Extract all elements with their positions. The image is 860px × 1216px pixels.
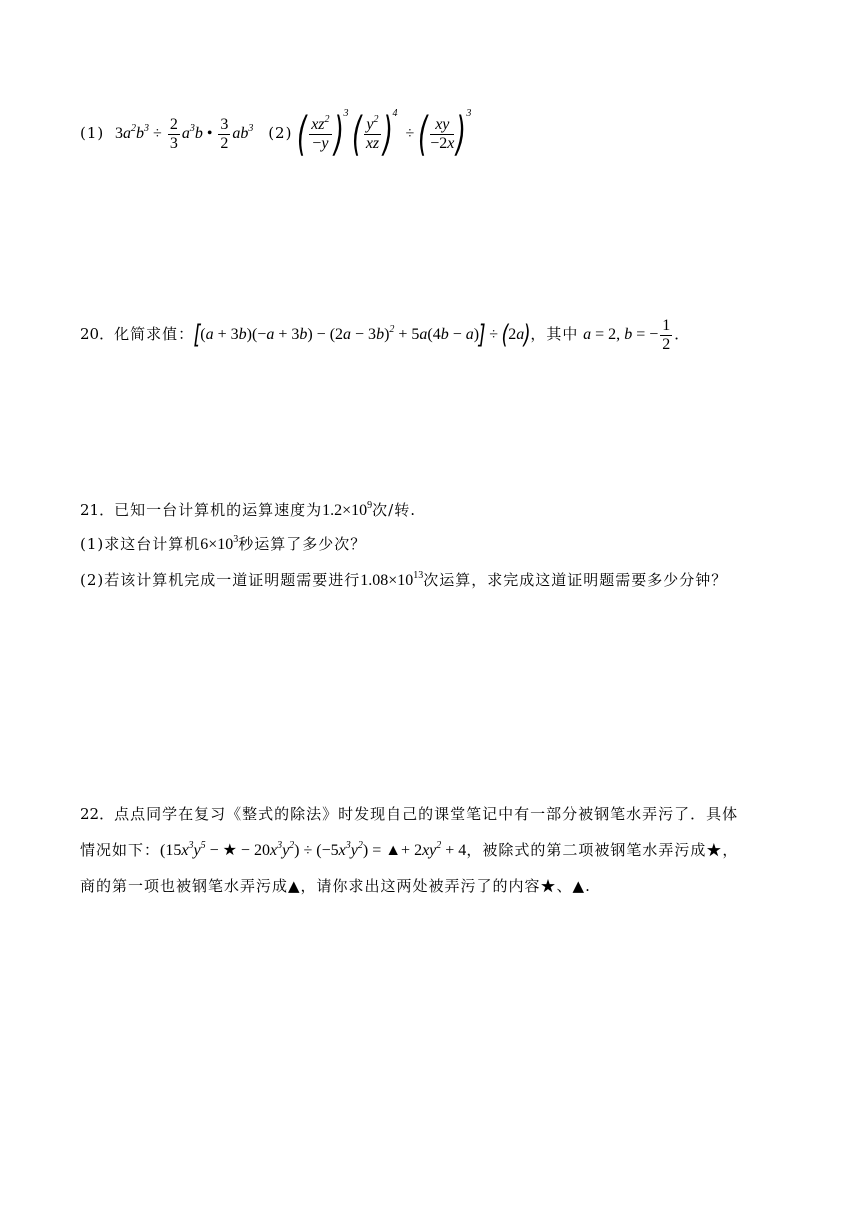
expression-1: $3a^2b^3$ ÷ $\frac{2}{3}$ $a^3b$ • $\frac{3}{2}$ $ab^3$ [115,115,254,152]
problem-20-expression: $[(a + 3b)(-a + 3b) - (2a - 3b)^2 + 5a(4b - a)] \div (2a)$ [193,320,531,351]
speed-value: $1.2\times 10^9$ [322,500,373,519]
problem-20-prompt: 化简求值： [114,325,195,343]
problem-20-condition: a = 2, b = − $\frac{1}{2}$ [583,316,671,353]
problem-20-end: ． [674,325,690,343]
problem-21-q1-text: (1)求这台计算机 [80,535,201,553]
problem-21-number: 21． [80,501,115,519]
problem-22-text-2a: 情况如下： [80,841,161,859]
problem-22-line-2 [80,840,738,861]
problem-21-q1-tail: 秒运算了多少次？ [238,535,367,553]
time-value: $6\times 10^3$ [200,534,239,553]
problem-21-intro-unit: 次/转. [372,501,416,519]
problem-19-expressions [80,107,472,162]
problem-20 [80,314,689,354]
problem-22-expression: ($15x^3y^5$ − ★ − $20x^3y^2) \div (-5x^3y^2)$ = ▲+ $2xy^2 + 4$ [160,840,467,859]
problem-20-condition-prefix: ，其中 [530,325,579,343]
problem-21-q1 [80,534,366,555]
problem-21-q2 [80,570,727,591]
part-2-label: (2) [268,124,293,142]
problem-22-text-3: 商的第一项也被钢笔水弄污成▲，请你求出这两处被弄污了的内容★、▲. [80,877,591,895]
problem-22-line-1 [80,804,738,824]
problem-21-intro-text: 已知一台计算机的运算速度为 [114,501,323,519]
problem-21-intro [80,500,416,521]
problem-22-text-2b: ，被除式的第二项被钢笔水弄污成★， [466,841,739,859]
problem-21-q2-text: (2)若该计算机完成一道证明题需要进行 [80,571,361,589]
expression-2: ( $\frac{xz^2}{-y}$ )$^3$ ( $\frac{y^2}{xz}$ )$^4$ ÷ ( $\frac{xy}{-2x}$ )$^3$ [297,107,472,162]
problem-22-line-3 [80,876,591,896]
problem-22-text-1: 点点同学在复习《整式的除法》时发现自己的课堂笔记中有一部分被钢笔水弄污了．具体 [114,805,739,823]
problem-21-q2-tail: 次运算，求完成这道证明题需要多少分钟？ [423,571,728,589]
problem-20-number: 20． [80,325,115,343]
operations-value: $1.08\times 10^{13}$ [360,570,424,589]
problem-22-number: 22． [80,805,115,823]
part-1-label: (1) [80,124,105,142]
